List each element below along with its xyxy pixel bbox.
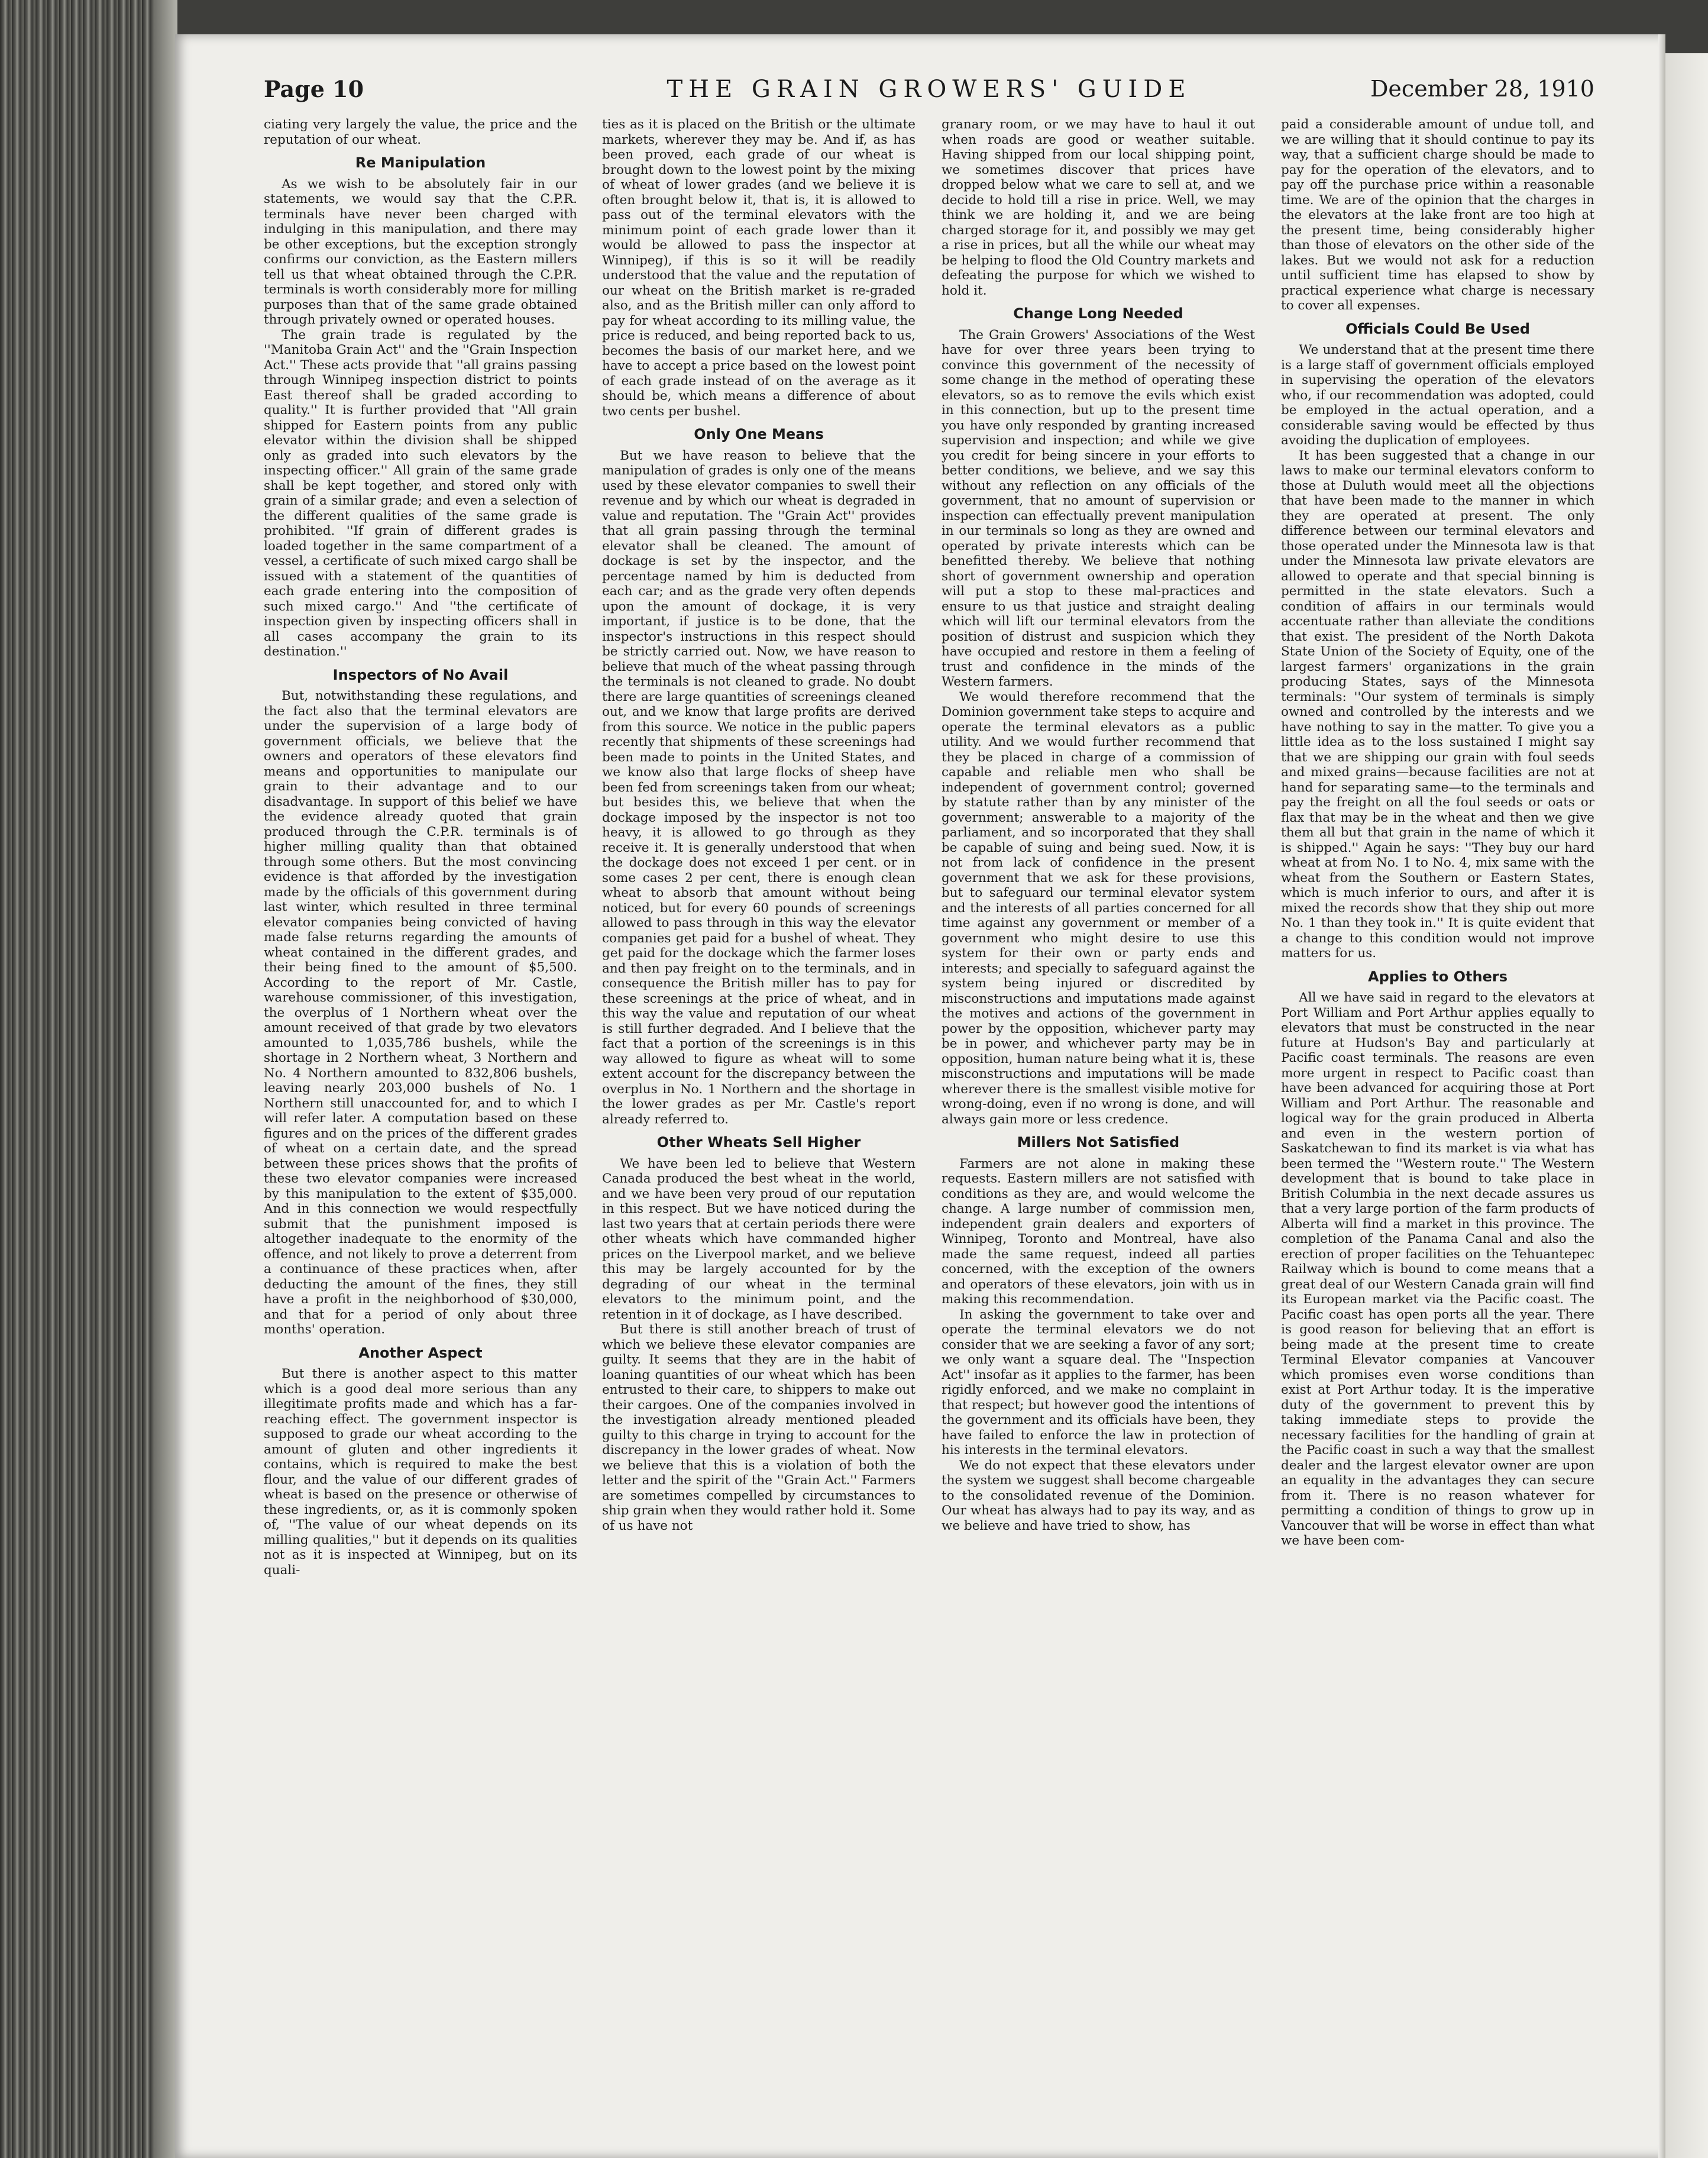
- section-heading: Change Long Needed: [1013, 305, 1183, 322]
- book-binding-edge: [0, 0, 177, 2158]
- page-number: Page 10: [264, 76, 364, 102]
- newspaper-page: [175, 34, 1665, 2158]
- article-paragraph: The grain trade is regulated by the ''Manitoba Grain Act'' and the ''Grain Inspection Act.'' These acts provide that ''all grains passing through Winnipeg inspection district to points East thereof shall be graded according to quality.'' It is further provided that ''All grain shipped for Eastern points from any public elevator within the division shall be shipped only as graded into such elevators by the inspecting officer.'' All grain of the same grade shall be kept together, and stored only with grain of a similar grade; and even a selection of the different qualities of the same grade is prohibited. ''If grain of different grades is loaded together in the same compartment of a vessel, a certificate of such mixed cargo shall be issued with a statement of the quantities of each grade entering into the composition of such mixed cargo.'' And ''the certificate of inspection given by inspecting officers shall in all cases accompany the grain to its destination.'': [264, 327, 577, 659]
- article-paragraph: We have been led to believe that Western Canada produced the best wheat in the world, and we have been very proud of our reputation in this respect. But we have noticed during the last two years that at certain periods there were other wheats which have commanded higher prices on the Liverpool market, and we believe this may be largely accounted for by the degrading of our wheat in the terminal elevators to the minimum point, and the retention in it of dockage, as I have described.: [602, 1156, 916, 1322]
- page-crease: [1658, 34, 1665, 2158]
- page-header: [264, 76, 1594, 117]
- article-paragraph: But, notwithstanding these regulations, and the fact also that the terminal elevators are under the supervision of a large body of government officials, we believe that the owners and operators of these elevators find means and opportunities to manipulate our grain to their advantage and to our disadvantage. In support of this belief we have the evidence already quoted that grain produced through the C.P.R. terminals is of higher milling quality than that obtained through some others. But the most convincing evidence is that afforded by the investigation made by the officials of this government during last winter, which resulted in three terminal elevator companies being convicted of having made false returns regarding the amounts of wheat contained in the different grades, and their being fined to the amount of $5,500. According to the report of Mr. Castle, warehouse commissioner, of this investigation, the overplus of 1 Northern wheat over the amount received of that grade by two elevators amounted to 1,035,786 bushels, while the shortage in 2 Northern wheat, 3 Northern and No. 4 Northern amounted to 832,806 bushels, leaving nearly 203,000 bushels of No. 1 Northern still unaccounted for, and to which I will refer later. A computation based on these figures and on the prices of the different grades of wheat on a certain date, and the spread between these prices shows that the profits of these two elevator companies were increased by this manipulation to the extent of $35,000. And in this connection we would respectfully submit that the punishment imposed is altogether inadequate to the enormity of the offence, and not likely to prove a deterrent from a continuance of these practices when, after deducting the amount of the fines, they still have a profit in the neighborhood of $30,000, and that for a period of only about three months' operation.: [264, 689, 577, 1337]
- column-1: [264, 117, 577, 2117]
- article-paragraph: In asking the government to take over and operate the terminal elevators we do not consider that we are seeking a favor of any sort; we only want a square deal. The ''Inspection Act'' insofar as it applies to the farmer, has been rigidly enforced, and we make no complaint in that respect; but however good the intentions of the government and its officials have been, they have failed to enforce the law in protection of his interests in the terminal elevators.: [942, 1307, 1255, 1458]
- article-paragraph: Farmers are not alone in making these requests. Eastern millers are not satisfied with conditions as they are, and would welcome the change. A large number of commission men, independent grain dealers and exporters of Winnipeg, Toronto and Montreal, have also made the same request, indeed all parties concerned, with the exception of the owners and operators of these elevators, join with us in making this recommendation.: [942, 1156, 1255, 1307]
- article-paragraph: As we wish to be absolutely fair in our statements, we would say that the C.P.R. terminals have never been charged with indulging in this manipulation, and there may be other exceptions, but the exception strongly confirms our conviction, as the Eastern millers tell us that wheat obtained through the C.P.R. terminals is worth considerably more for milling purposes than that of the same grade obtained through privately owned or operated houses.: [264, 176, 577, 327]
- section-heading: Re Manipulation: [355, 154, 486, 171]
- article-paragraph: But we have reason to believe that the manipulation of grades is only one of the means used by these elevator companies to swell their revenue and by which our wheat is degraded in value and reputation. The ''Grain Act'' provides that all grain passing through the terminal elevator shall be cleaned. The amount of dockage is set by the inspector, and the percentage named by him is deducted from each car; and as the grade very often depends upon the amount of dockage, it is very important, if justice is to be done, that the inspector's instructions in this respect should be strictly carried out. Now, we have reason to believe that much of the wheat passing through the terminals is not cleaned to grade. No doubt there are large quantities of screenings cleaned out, and we know that large profits are derived from this source. We notice in the public papers recently that shipments of these screenings had been made to points in the United States, and we know also that large flocks of sheep have been fed from screenings taken from our wheat; but besides this, we believe that when the dockage imposed by the inspector is not too heavy, it is allowed to go through as they receive it. It is generally understood that when the dockage does not exceed 1 per cent. or in some cases 2 per cent, there is enough clean wheat to absorb that amount without being noticed, but for every 60 pounds of screenings allowed to pass through in this way the elevator companies get paid for a bushel of wheat. They get paid for the dockage which the farmer loses and then pay freight on to the terminals, and in consequence the British miller has to pay for these screenings at the price of wheat, and in this way the value and reputation of our wheat is still further degraded. And I believe that the fact that a portion of the screenings is in this way allowed to figure as wheat will to some extent account for the discrepancy between the overplus in No. 1 Northern and the shortage in the lower grades as per Mr. Castle's report already referred to.: [602, 448, 916, 1127]
- article-paragraph: We do not expect that these elevators under the system we suggest shall become chargeable to the consolidated revenue of the Dominion. Our wheat has always had to pay its way, and as we believe and have tried to show, has: [942, 1458, 1255, 1533]
- article-paragraph: But there is still another breach of trust of which we believe these elevator companies are guilty. It seems that they are in the habit of loaning quantities of our wheat which has been entrusted to their care, to shippers to make out their cargoes. One of the companies involved in the investigation already mentioned pleaded guilty to this charge in trying to account for the discrepancy in the lower grades of wheat. Now we believe that this is a violation of both the letter and the spirit of the ''Grain Act.'' Farmers are sometimes compelled by circumstances to ship grain when they would rather hold it. Some of us have not: [602, 1322, 916, 1533]
- section-heading: Other Wheats Sell Higher: [656, 1134, 861, 1151]
- section-heading: Only One Means: [694, 426, 824, 442]
- section-heading: Officials Could Be Used: [1345, 320, 1530, 337]
- article-paragraph: ties as it is placed on the British or the ultimate markets, wherever they may be. And if, as has been proved, each grade of our wheat is brought down to the lowest point by the mixing of wheat of lower grades (and we believe it is often brought below it, that is, it is allowed to pass out of the terminal elevators with the minimum point of each grade lower than it would be allowed to pass the inspector at Winnipeg), if this is so it will be readily understood that the value and the reputation of our wheat on the British market is re-graded also, and as the British miller can only afford to pay for wheat according to its milling value, the price is reduced, and being reported back to us, becomes the basis of our market here, and we have to accept a price based on the lowest point of each grade instead of on the average as it should be, which means a difference of about two cents per bushel.: [602, 117, 916, 419]
- article-paragraph: ciating very largely the value, the price and the reputation of our wheat.: [264, 117, 577, 147]
- article-paragraph: granary room, or we may have to haul it out when roads are good or weather suitable. Having shipped from our local shipping point, we sometimes discover that prices have dropped below what we care to sell at, and we decide to hold till a rise in price. Well, we may think we are holding it, and we are being charged storage for it, and possibly we may get a rise in prices, but all the while our wheat may be helping to flood the Old Country markets and defeating the purpose for which we wished to hold it.: [942, 117, 1255, 298]
- article-paragraph: paid a considerable amount of undue toll, and we are willing that it should continue to pay its way, that a sufficient charge should be made to pay for the operation of the elevators, and to pay off the purchase price within a reasonable time. We are of the opinion that the charges in the elevators at the lake front are too high at the present time, being considerably higher than those of elevators on the other side of the lakes. But we would not ask for a reduction until sufficient time has elapsed to show by practical experience what charge is necessary to cover all expenses.: [1281, 117, 1594, 313]
- section-heading: Another Aspect: [358, 1344, 483, 1361]
- section-heading: Inspectors of No Avail: [332, 666, 509, 683]
- column-2: [602, 117, 916, 2117]
- issue-date: December 28, 1910: [1370, 76, 1594, 102]
- article-paragraph: We understand that at the present time there is a large staff of government officials employed in supervising the operation of the elevators who, if our recommendation was adopted, could be employed in the actual operation, and a considerable saving would be effected by thus avoiding the duplication of employees.: [1281, 343, 1594, 448]
- article-paragraph: But there is another aspect to this matter which is a good deal more serious than any illegitimate profits made and which has a far-reaching effect. The government inspector is supposed to grade our wheat according to the amount of gluten and other ingredients it contains, which is required to make the best flour, and the value of our different grades of wheat is based on the presence or otherwise of these ingredients, or, as it is commonly spoken of, ''The value of our wheat depends on its milling qualities,'' but it depends on its qualities not as it is inspected at Winnipeg, but on its quali-: [264, 1366, 577, 1578]
- column-4: [1281, 117, 1594, 2117]
- newspaper-title: THE GRAIN GROWERS' GUIDE: [667, 76, 1192, 103]
- article-columns: [264, 117, 1594, 2117]
- article-paragraph: It has been suggested that a change in our laws to make our terminal elevators conform to those at Duluth would meet all the objections that have been made to the manner in which they are operated at present. The only difference between our terminal elevators and those operated under the Minnesota law is that under the Minnesota law private elevators are allowed to operate and that special binning is permitted in the state elevators. Such a condition of affairs in our terminals would accentuate rather than alleviate the conditions that exist. The president of the North Dakota State Union of the Society of Equity, one of the largest farmers' organizations in the grain producing States, says of the Minnesota terminals: ''Our system of terminals is simply owned and controlled by the interests and we have nothing to say in the matter. To give you a little idea as to the loss sustained I might say that we are shipping our grain with foul seeds and mixed grains—because facilities are not at hand for separating same—to the terminals and pay the freight on all the foul seeds or oats or flax that may be in the wheat and then we give them all but that grain in the name of which it is shipped.'' Again he says: ''They buy our hard wheat at from No. 1 to No. 4, mix same with the wheat from the Southern or Eastern States, which is much inferior to ours, and after it is mixed the records show that they ship out more No. 1 than they took in.'' It is quite evident that a change to this condition would not improve matters for us.: [1281, 448, 1594, 961]
- article-paragraph: The Grain Growers' Associations of the West have for over three years been trying to convince this government of the necessity of some change in the method of operating these elevators, so as to remove the evils which exist in this connection, but up to the present time you have only responded by granting increased supervision and inspection; and while we give you credit for being sincere in your efforts to better conditions, we believe, and we say this without any reflection on any officials of the government, that no amount of supervision or inspection can effectually prevent manipulation in our terminals so long as they are owned and operated by private interests which can be benefitted thereby. We believe that nothing short of government ownership and operation will put a stop to these mal-practices and ensure to us that justice and straight dealing which will lift our terminal elevators from the position of distrust and suspicion which they have occupied and restore in them a feeling of trust and confidence in the minds of the Western farmers.: [942, 327, 1255, 689]
- article-paragraph: We would therefore recommend that the Dominion government take steps to acquire and operate the terminal elevators as a public utility. And we would further recommend that they be placed in charge of a commission of capable and reliable men who shall be independent of government control; governed by statute rather than by any minister of the government; answerable to a majority of the parliament, and so incorporated that they shall be capable of suing and being sued. Now, it is not from lack of confidence in the present government that we ask for these provisions, but to safeguard our terminal elevator system and the interests of all parties concerned for all time against any government or member of a government who might desire to use this system for their own or party ends and interests; and specially to safeguard against the system being injured or discredited by misconstructions and imputations made against the motives and actions of the government in power by the opposition, whichever party may be in power, and whichever party may be in opposition, human nature being what it is, these misconstructions and imputations will be made wherever there is the smallest visible motive for wrong-doing, even if no wrong is done, and will always gain more or less credence.: [942, 689, 1255, 1127]
- column-3: [942, 117, 1255, 2117]
- article-paragraph: All we have said in regard to the elevators at Port William and Port Arthur applies equally to elevators that must be constructed in the near future at Hudson's Bay and particularly at Pacific coast terminals. The reasons are even more urgent in respect to Pacific coast than have been advanced for acquiring those at Port William and Port Arthur. The reasonable and logical way for the grain produced in Alberta and even in the western portion of Saskatchewan to find its market is via what has been termed the ''Western route.'' The Western development that is bound to take place in British Columbia in the next decade assures us that a very large portion of the farm products of Alberta will find a market in this province. The completion of the Panama Canal and also the erection of proper facilities on the Tehuantepec Railway which is bound to come means that a great deal of our Western Canada grain will find its European market via the Pacific coast. The Pacific coast has open ports all the year. There is good reason for believing that an effort is being made at the present time to create Terminal Elevator companies at Vancouver which promises even worse conditions than exist at Port Arthur today. It is the imperative duty of the government to prevent this by taking immediate steps to provide the necessary facilities for the handling of grain at the Pacific coast in such a way that the smallest dealer and the largest elevator owner are upon an equality in the advantages they can secure from it. There is no reason whatever for permitting a condition of things to grow up in Vancouver that will be worse in effect than what we have been com-: [1281, 990, 1594, 1548]
- section-heading: Applies to Others: [1368, 968, 1508, 985]
- section-heading: Millers Not Satisfied: [1017, 1134, 1180, 1151]
